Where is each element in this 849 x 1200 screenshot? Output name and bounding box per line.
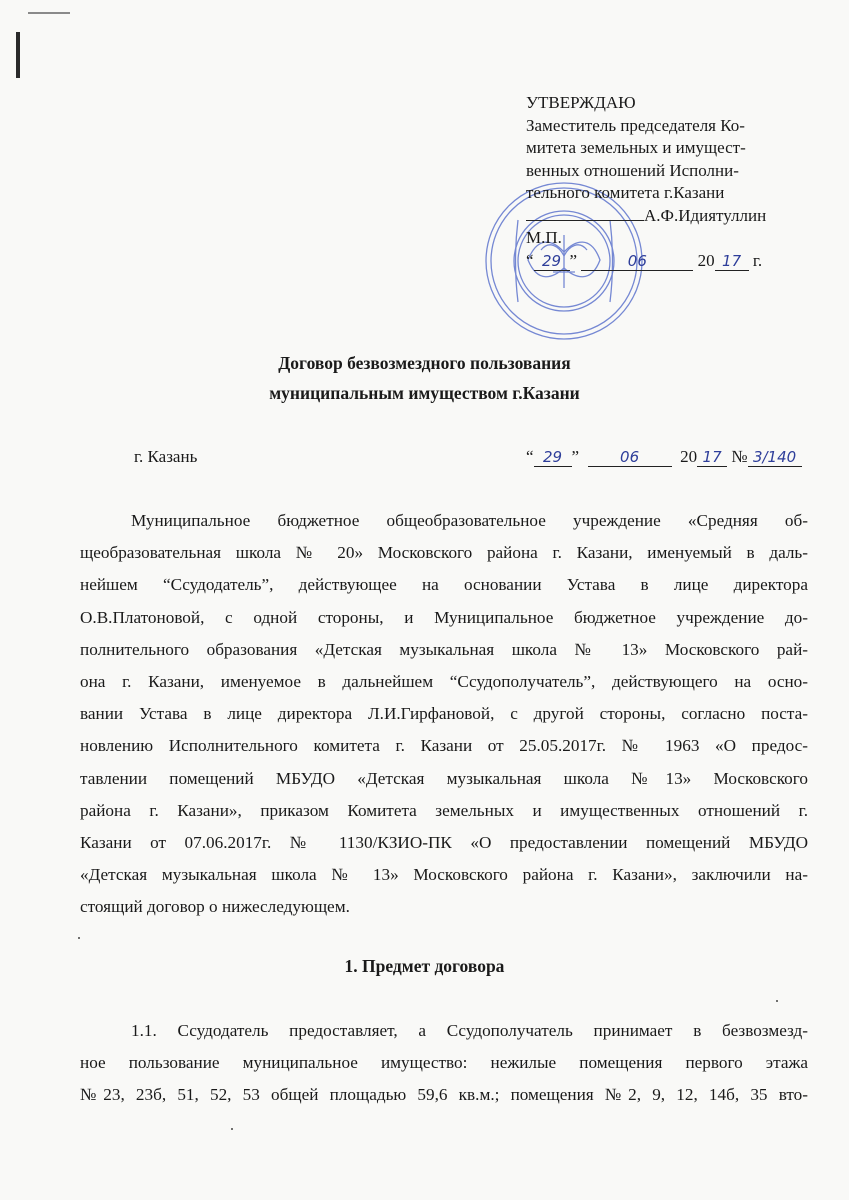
approval-year-end: г.	[752, 250, 763, 270]
paragraph-line: Казани от 07.06.2017г. № 1130/КЗИО-ПК «О предоставлении помещений МБУДО	[80, 832, 808, 852]
paragraph-line: нейшем “Ссудодатель”, действующее на основании Устава в лице директора	[80, 575, 808, 595]
scan-edge-mark	[16, 32, 20, 78]
paragraph-line: тавлении помещений МБУДО «Детская музыкальная школа №13» Московского	[80, 768, 808, 788]
quote-close: ”	[571, 447, 580, 466]
paragraph-line: №23, 23б, 51, 52, 53 общей площадью 59,6 кв.м.; помещения №2, 9, 12, 14б, 35 вто-	[80, 1085, 808, 1105]
approval-date-month: 06	[581, 252, 693, 271]
document-subtitle: муниципальным имуществом г.Казани	[269, 383, 580, 403]
paragraph-line: новлению Исполнительного комитета г. Казани от 25.05.2017г. № 1963 «О предос-	[80, 736, 808, 756]
approval-heading: УТВЕРЖДАЮ	[526, 93, 636, 112]
paragraph-line: О.В.Платоновой, с одной стороны, и Муниципальное бюджетное учреждение до-	[80, 607, 808, 627]
contract-year-suffix: 17	[697, 448, 727, 467]
scan-edge-line	[28, 12, 70, 14]
approval-position-line: митета земельных и имущест-	[526, 138, 746, 157]
paragraph-line: района г. Казани», приказом Комитета земельных и имущественных отношений г.	[80, 800, 808, 820]
paragraph-line: вании Устава в лице директора Л.И.Гирфановой, с другой стороны, согласно поста-	[80, 704, 808, 724]
paragraph-line: Муниципальное бюджетное общеобразовательное учреждение «Средняя об-	[131, 511, 808, 530]
section-paragraph	[80, 1015, 808, 1112]
paragraph-line: щеобразовательная школа № 20» Московского района г. Казани, именуемый в даль-	[80, 543, 808, 563]
approval-date-day: 29	[534, 252, 570, 271]
approval-block	[526, 92, 826, 272]
contract-number: 3/140	[748, 448, 802, 467]
contract-date	[526, 447, 802, 467]
contract-date-month: 06	[588, 448, 672, 467]
signature-blank	[526, 206, 644, 221]
quote-open: “	[526, 447, 534, 466]
paragraph-line: «Детская музыкальная школа № 13» Московского района г. Казани», заключили на-	[80, 865, 808, 885]
approval-year-prefix: 20	[697, 250, 715, 270]
section-heading: 1. Предмет договора	[344, 956, 505, 976]
preamble-paragraph	[80, 505, 808, 923]
document-title: Договор безвозмездного пользования	[278, 353, 571, 373]
approval-date	[526, 250, 826, 273]
approval-position-line: Заместитель председателя Ко-	[526, 115, 745, 135]
seal-place: М.П.	[526, 228, 562, 247]
paragraph-line: ное пользование муниципальное имущество: нежилые помещения первого этажа	[80, 1053, 808, 1073]
approval-position-line: венных отношений Исполни-	[526, 160, 739, 180]
signatory-name: А.Ф.Идиятуллин	[644, 205, 767, 225]
paragraph-line: 1.1. Ссудодатель предоставляет, а Ссудополучатель принимает в безвозмезд-	[131, 1021, 808, 1040]
paragraph-line: полнительного образования «Детская музыкальная школа № 13» Московского рай-	[80, 639, 808, 659]
contract-city: г. Казань	[134, 447, 198, 466]
paragraph-line: она г. Казани, именуемое в дальнейшем “Ссудополучатель”, действующего на осно-	[80, 671, 808, 691]
approval-year-suffix: 17	[715, 252, 749, 271]
approval-position-line: тельного комитета г.Казани	[526, 183, 725, 202]
scan-speck	[78, 937, 80, 939]
scan-speck	[231, 1128, 233, 1130]
number-sign: №	[731, 447, 748, 466]
quote-open: “	[526, 250, 534, 270]
quote-close: ”	[569, 250, 578, 270]
signature-line	[526, 205, 826, 228]
paragraph-line: стоящий договор о нижеследующем.	[80, 897, 350, 917]
contract-year-prefix: 20	[680, 447, 698, 466]
scan-speck	[776, 1000, 778, 1002]
contract-date-day: 29	[534, 448, 572, 467]
